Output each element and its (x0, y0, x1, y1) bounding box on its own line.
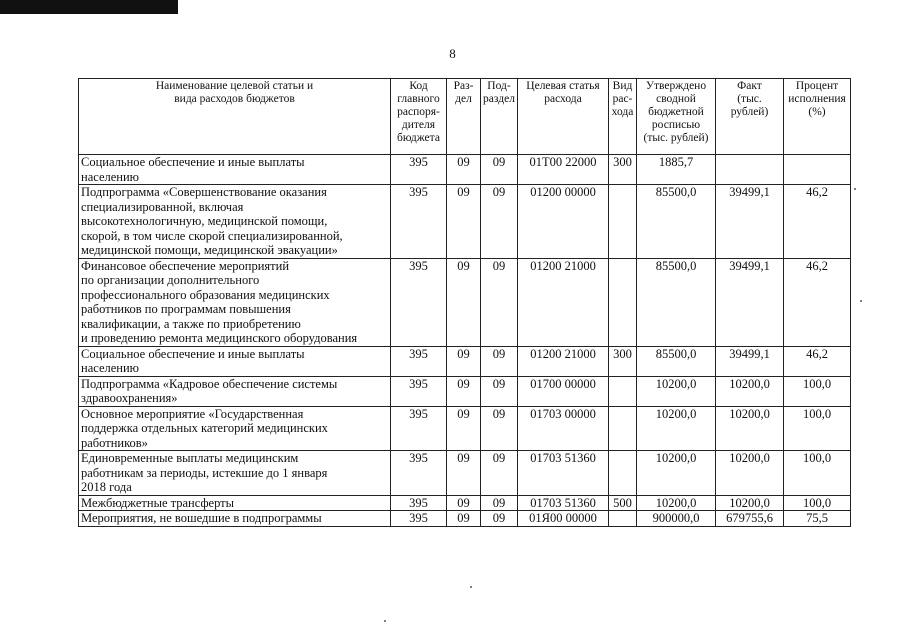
cell-protsent (784, 155, 851, 185)
cell-protsent: 100,0 (784, 376, 851, 406)
cell-name (79, 406, 391, 451)
cell-kod: 395 (391, 511, 447, 527)
text-line: рублей) (730, 106, 769, 118)
cell-vid: 300 (609, 346, 637, 376)
cell-tselevaya: 01Я00 00000 (518, 511, 609, 527)
cell-razdel: 09 (447, 376, 481, 406)
text-line: работников» (81, 435, 148, 450)
scan-speck (860, 300, 862, 302)
cell-podrazdel: 09 (481, 495, 518, 511)
text-line: работникам за периоды, истекшие до 1 января (81, 465, 328, 480)
text-line: профессионального образования медицинских (81, 287, 330, 302)
cell-kod: 395 (391, 155, 447, 185)
cell-protsent: 100,0 (784, 451, 851, 496)
scan-speck (384, 620, 386, 622)
text-line: и проведению ремонта медицинского оборудования (81, 331, 358, 345)
text-line: Утверждено (645, 80, 707, 92)
cell-vid (609, 406, 637, 451)
text-line: Вид (612, 80, 633, 92)
text-line: Единовременные выплаты медицинским (81, 451, 299, 465)
scan-speck (470, 586, 472, 588)
header-razdel (447, 79, 481, 155)
cell-podrazdel: 09 (481, 185, 518, 259)
cell-utverzhdeno: 85500,0 (637, 258, 716, 346)
cell-fakt: 10200,0 (716, 451, 784, 496)
cell-vid: 500 (609, 495, 637, 511)
text-line: Наименование целевой статьи и (155, 80, 314, 92)
budget-table (78, 78, 851, 527)
text-line: Подпрограмма «Кадровое обеспечение системы (81, 376, 338, 391)
cell-name (79, 495, 391, 511)
cell-tselevaya: 01703 51360 (518, 451, 609, 496)
cell-fakt: 39499,1 (716, 258, 784, 346)
text-line: Под- (487, 80, 511, 92)
text-line: 2018 года (81, 480, 132, 494)
cell-fakt: 39499,1 (716, 185, 784, 259)
text-line: Социальное обеспечение и иные выплаты (81, 155, 305, 169)
cell-tselevaya: 01200 21000 (518, 258, 609, 346)
scan-speck (854, 188, 856, 190)
cell-tselevaya: 01700 00000 (518, 376, 609, 406)
text-line: работников по программам повышения (81, 302, 291, 316)
text-line: населению (81, 361, 139, 375)
cell-tselevaya: 01200 21000 (518, 346, 609, 376)
table-row (79, 346, 851, 376)
cell-kod: 395 (391, 406, 447, 451)
cell-utverzhdeno: 900000,0 (637, 511, 716, 527)
text-line: рас- (612, 93, 633, 105)
text-line: (%) (808, 106, 826, 118)
text-line: Раз- (453, 80, 474, 92)
cell-utverzhdeno: 85500,0 (637, 346, 716, 376)
text-line: скорой, в том числе скорой специализированной, (81, 228, 343, 243)
cell-vid: 300 (609, 155, 637, 185)
cell-kod: 395 (391, 258, 447, 346)
text-line: главного (397, 93, 440, 105)
text-line: Целевая статья (526, 80, 600, 92)
text-line: Мероприятия, не вошедшие в подпрограммы (81, 511, 322, 525)
header-name (79, 79, 391, 155)
table-row (79, 258, 851, 346)
cell-kod: 395 (391, 376, 447, 406)
text-line: по организации дополнительного (81, 273, 260, 287)
cell-utverzhdeno: 10200,0 (637, 495, 716, 511)
cell-utverzhdeno: 85500,0 (637, 185, 716, 259)
cell-razdel: 09 (447, 155, 481, 185)
table-row (79, 451, 851, 496)
text-line: дителя (401, 119, 436, 131)
cell-podrazdel: 09 (481, 451, 518, 496)
text-line: (тыс. рублей) (643, 132, 709, 144)
table-row (79, 155, 851, 185)
text-line: населению (81, 169, 139, 184)
cell-vid (609, 511, 637, 527)
text-line: сводной (656, 93, 696, 105)
cell-podrazdel: 09 (481, 155, 518, 185)
cell-podrazdel: 09 (481, 346, 518, 376)
header-kod (391, 79, 447, 155)
text-line: Процент (795, 80, 839, 92)
cell-razdel: 09 (447, 346, 481, 376)
text-line: поддержка отдельных категорий медицинских (81, 421, 328, 435)
text-line: бюджетной (648, 106, 704, 118)
header-row (79, 79, 851, 155)
cell-protsent: 100,0 (784, 495, 851, 511)
text-line: хода (611, 106, 634, 118)
table-row (79, 511, 851, 527)
text-line: исполнения (788, 93, 846, 105)
header-tselevaya (518, 79, 609, 155)
text-line: вида расходов бюджетов (174, 93, 295, 105)
text-line: Межбюджетные трансферты (81, 495, 235, 510)
cell-fakt: 679755,6 (716, 511, 784, 527)
cell-razdel: 09 (447, 258, 481, 346)
cell-tselevaya: 01Т00 22000 (518, 155, 609, 185)
header-fakt (716, 79, 784, 155)
cell-name (79, 451, 391, 496)
text-line: Социальное обеспечение и иные выплаты (81, 346, 305, 361)
text-line: расхода (544, 93, 582, 105)
text-line: Код (409, 80, 428, 92)
text-line: здравоохранения» (81, 391, 178, 405)
cell-razdel: 09 (447, 511, 481, 527)
cell-vid (609, 185, 637, 259)
cell-vid (609, 376, 637, 406)
cell-name (79, 511, 391, 527)
header-protsent (784, 79, 851, 155)
cell-protsent: 100,0 (784, 406, 851, 451)
text-line: (тыс. (737, 93, 762, 105)
text-line: квалификации, а также по приобретению (81, 316, 301, 331)
cell-fakt: 39499,1 (716, 346, 784, 376)
cell-vid (609, 451, 637, 496)
table-row (79, 495, 851, 511)
text-line: Подпрограмма «Совершенствование оказания (81, 185, 327, 199)
cell-tselevaya: 01703 51360 (518, 495, 609, 511)
cell-fakt: 10200,0 (716, 495, 784, 511)
cell-name (79, 346, 391, 376)
text-line: высокотехнологичную, медицинской помощи, (81, 214, 328, 228)
cell-utverzhdeno: 1885,7 (637, 155, 716, 185)
header-vid (609, 79, 637, 155)
cell-name (79, 376, 391, 406)
table-row (79, 406, 851, 451)
text-line: распоря- (397, 106, 440, 118)
page-number: 8 (449, 46, 456, 61)
table-row (79, 185, 851, 259)
text-line: медицинской помощи, медицинской эвакуации» (81, 243, 338, 257)
cell-fakt: 10200,0 (716, 376, 784, 406)
table-row (79, 376, 851, 406)
text-line: дел (455, 93, 472, 105)
cell-kod: 395 (391, 451, 447, 496)
cell-vid (609, 258, 637, 346)
header-podrazdel (481, 79, 518, 155)
header-utverzhdeno (637, 79, 716, 155)
cell-podrazdel: 09 (481, 406, 518, 451)
text-line: Факт (737, 80, 762, 92)
cell-name (79, 185, 391, 259)
cell-tselevaya: 01703 00000 (518, 406, 609, 451)
cell-name (79, 258, 391, 346)
cell-fakt: 10200,0 (716, 406, 784, 451)
cell-protsent: 46,2 (784, 185, 851, 259)
text-line: Основное мероприятие «Государственная (81, 406, 304, 421)
cell-fakt (716, 155, 784, 185)
cell-podrazdel: 09 (481, 258, 518, 346)
cell-protsent: 46,2 (784, 346, 851, 376)
cell-podrazdel: 09 (481, 511, 518, 527)
text-line: раздел (483, 93, 515, 105)
text-line: Финансовое обеспечение мероприятий (81, 258, 290, 273)
text-line: специализированной, включая (81, 199, 244, 214)
cell-podrazdel: 09 (481, 376, 518, 406)
cell-razdel: 09 (447, 406, 481, 451)
cell-razdel: 09 (447, 185, 481, 259)
cell-name (79, 155, 391, 185)
cell-protsent: 46,2 (784, 258, 851, 346)
cell-razdel: 09 (447, 451, 481, 496)
cell-utverzhdeno: 10200,0 (637, 451, 716, 496)
cell-kod: 395 (391, 346, 447, 376)
cell-tselevaya: 01200 00000 (518, 185, 609, 259)
cell-utverzhdeno: 10200,0 (637, 376, 716, 406)
cell-razdel: 09 (447, 495, 481, 511)
text-line: бюджета (397, 132, 440, 144)
cell-kod: 395 (391, 495, 447, 511)
cell-kod: 395 (391, 185, 447, 259)
redaction-bar (0, 0, 178, 14)
text-line: росписью (651, 119, 701, 131)
cell-protsent: 75,5 (784, 511, 851, 527)
cell-utverzhdeno: 10200,0 (637, 406, 716, 451)
